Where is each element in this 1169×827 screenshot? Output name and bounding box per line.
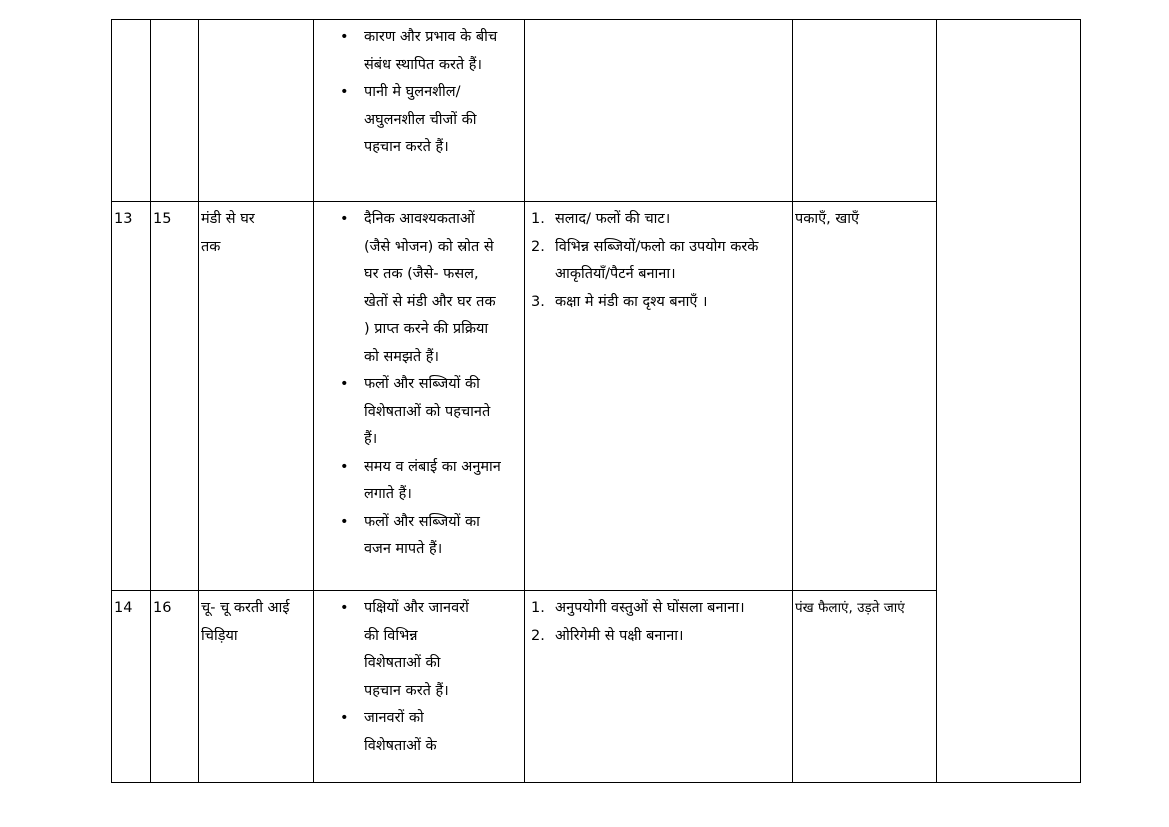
- outcomes-list: [316, 206, 523, 564]
- chapter-cell: मंडी से घर तक: [199, 202, 314, 591]
- outcome-item: • फलों और सब्जियों का वजन मापते हैं।: [364, 509, 504, 564]
- syllabus-table: [111, 19, 1081, 783]
- game-cell: [793, 20, 937, 202]
- activity-number: 1.: [531, 211, 545, 227]
- serial-cell: 13: [112, 202, 151, 591]
- activity-text: अनुपयोगी वस्तुओं से घोंसला बनाना।: [555, 600, 745, 616]
- activity-text: ओरिगेमी से पक्षी बनाना।: [555, 627, 684, 644]
- activities-list: [527, 595, 791, 650]
- outcome-item: • समय व लंबाई का अनुमान लगाते हैं।: [364, 454, 504, 509]
- table-row: [112, 591, 1081, 783]
- serial-cell: [112, 20, 151, 202]
- activity-item: [531, 595, 791, 623]
- outcome-item: • कारण और प्रभाव के बीच संबंध स्थापित करते हैं।: [364, 24, 504, 79]
- activity-item: [531, 623, 791, 651]
- game-cell: पंख फैलाएं, उड़ते जाएं: [793, 591, 937, 783]
- outcomes-cell: [314, 20, 525, 202]
- outcomes-cell: [314, 202, 525, 591]
- activity-item: [531, 206, 791, 234]
- chapter-cell: चू- चू करती आई चिड़िया: [199, 591, 314, 783]
- activity-item: [531, 234, 791, 289]
- outcome-item: • फलों और सब्जियों की विशेषताओं को पहचानते हैं।: [364, 371, 504, 454]
- activity-text: विभिन्न सब्जियों/फलो का उपयोग करके आकृतियाँ/पैटर्न बनाना।: [555, 238, 759, 282]
- remarks-cell: [937, 20, 1081, 783]
- outcomes-cell: [314, 591, 525, 783]
- activities-list: [527, 206, 791, 316]
- table-row: [112, 202, 1081, 591]
- activity-number: 2.: [531, 238, 545, 255]
- activity-text: कक्षा मे मंडी का दृश्य बनाएँ ।: [555, 293, 708, 310]
- activity-number: 1.: [531, 600, 545, 616]
- activity-text: सलाद/ फलों की चाट।: [555, 211, 671, 227]
- outcome-item: • जानवरों को विशेषताओं के: [364, 705, 479, 760]
- activities-cell: [525, 20, 793, 202]
- outcomes-list: [316, 595, 523, 760]
- table-row: [112, 20, 1081, 202]
- outcome-item: • पानी मे घुलनशील/ अघुलनशील चीजों की पहचान करते हैं।: [364, 79, 504, 162]
- serial-cell: 14: [112, 591, 151, 783]
- activities-cell: [525, 591, 793, 783]
- outcome-item: • पक्षियों और जानवरों की विभिन्न विशेषताओं की पहचान करते हैं।: [364, 595, 479, 705]
- week-cell: 15: [151, 202, 199, 591]
- activities-cell: [525, 202, 793, 591]
- chapter-cell: [199, 20, 314, 202]
- game-cell: पकाएँ, खाएँ: [793, 202, 937, 591]
- week-cell: 16: [151, 591, 199, 783]
- week-cell: [151, 20, 199, 202]
- activity-item: [531, 289, 791, 317]
- outcome-item: • दैनिक आवश्यकताओं (जैसे भोजन) को स्रोत से घर तक (जैसे- फसल, खेतों से मंडी और घर तक ) प्राप्त करने की प्रक्रिया को समझते हैं।: [364, 206, 504, 371]
- activity-number: 2.: [531, 627, 545, 644]
- outcomes-list: [316, 24, 523, 162]
- activity-number: 3.: [531, 293, 545, 310]
